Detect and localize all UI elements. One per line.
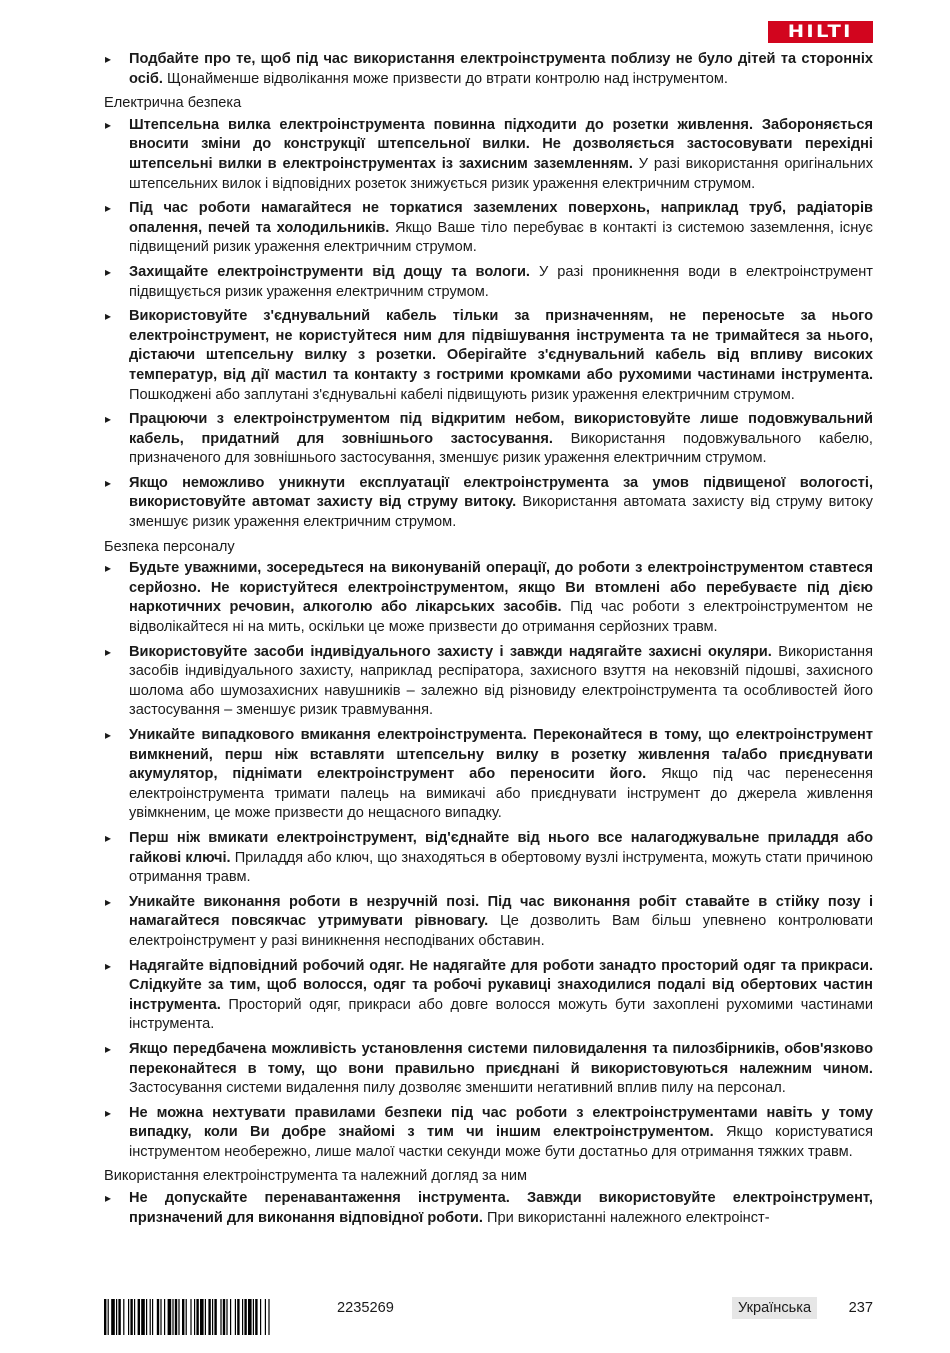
list-item: ▸ Перш ніж вмикати електроінструмент, від'єднайте від нього все налагоджувальне приладдя або гайкові ключі. Приладдя або ключ, що знаходяться в обертовому вузлі інструмента, можуть стати причиною отримання травм.	[104, 829, 873, 888]
document-number: 2235269	[337, 1300, 394, 1316]
list-item: ▸ Використовуйте засоби індивідуального захисту і завжди надягайте захисні окуляри. Використання засобів індивідуального захисту, наприклад респіратора, захисного взуття на нековзній підошві, захисного шолома або шумозахисних навушників – залежно від різновиду електроінструмента та особливостей його застосування – зменшує ризик травмування.	[104, 643, 873, 721]
list-item: ▸ Надягайте відповідний робочий одяг. Не надягайте для роботи занадто просторий одяг та прикраси. Слідкуйте за тим, щоб волосся, одяг та робочі рукавиці знаходилися подалі від обертових частин інструмента. Просторий одяг, прикраси або довге волосся можуть бути захоплені рухомими частинами інструмента.	[104, 957, 873, 1035]
list-item: ▸ Уникайте виконання роботи в незручній позі. Під час виконання робіт ставайте в стійку позу і намагайтеся повсякчас утримувати рівновагу. Це дозволить Вам більш упевнено контролювати електроінструмент у разі виникнення несподіваних обставин.	[104, 893, 873, 952]
list-item: ▸ Не можна нехтувати правилами безпеки під час роботи з електроінструментами навіть у тому випадку, коли Ви добре знайомі з тим чи іншим електроінструментом. Якщо користуватися інструментом необережно, лише малої частки секунди може бути достатньо для отримання тяжких травм.	[104, 1104, 873, 1163]
list-item: ▸ Уникайте випадкового вмикання електроінструмента. Переконайтеся в тому, що електроінструмент вимкнений, перш ніж вставляти штепсельну вилку в розетку живлення та/або приєднувати акумулятор, піднімати електроінструмент або переносити його. Якщо під час перенесення електроінструмента тримати палець на вимикачі або приєднувати інструмент до джерела живлення увімкненим, це може призвести до нещасного випадку.	[104, 726, 873, 824]
list-item: ▸ Захищайте електроінструменти від дощу та вологи. У разі проникнення води в електроінструмент підвищується ризик ураження електричним струмом.	[104, 263, 873, 302]
list-item: ▸ Якщо неможливо уникнути експлуатації електроінструмента за умов підвищеної вологості, використовуйте автомат захисту від струму витоку. Використання автомата захисту від струму витоку зменшує ризик ураження електричним струмом.	[104, 474, 873, 533]
list-item: ▸ Працюючи з електроінструментом під відкритим небом, використовуйте лише подовжувальний кабель, придатний для зовнішнього застосування. Використання подовжувального кабелю, призначеного для зовнішнього застосування, зменшує ризик ураження електричним струмом.	[104, 410, 873, 469]
page-number: 237	[848, 1300, 873, 1316]
list-item: ▸ Не допускайте перенавантаження інструмента. Завжди використовуйте електроінструмент, призначений для виконання відповідної роботи. При використанні належного електроінст-	[104, 1189, 873, 1228]
list-item: ▸ Будьте уважними, зосередьтеся на виконуваній операції, до роботи з електроінструментом ставтеся серйозно. Не користуйтеся електроінструментом, якщо Ви втомлені або перебуваєте під дією наркотичних речовин, алкоголю або лікарських засобів. Під час роботи з електроінструментом не відволікайтеся ні на мить, оскільки це може призвести до отримання серйозних травм.	[104, 559, 873, 637]
document-body	[104, 50, 873, 1233]
section-heading: Електрична безпека	[104, 95, 242, 112]
list-item: ▸ Подбайте про те, щоб під час використання електроінструмента поблизу не було дітей та сторонніх осіб. Щонайменше відволікання може призвести до втрати контролю над інструментом.	[104, 50, 873, 89]
list-item: ▸ Під час роботи намагайтеся не торкатися заземлених поверхонь, наприклад труб, радіаторів опалення, печей та холодильників. Якщо Ваше тіло перебуває в контакті із системою заземлення, існує підвищений ризик ураження електричним струмом.	[104, 199, 873, 258]
list-item: ▸ Штепсельна вилка електроінструмента повинна підходити до розетки живлення. Забороняється вносити зміни до конструкції штепсельної вилки. Не дозволяється застосовувати перехідні штепсельні вилки в електроінструментах із захисним заземленням. У разі використання оригінальних штепсельних вилок і відповідних розеток знижується ризик ураження електричним струмом.	[104, 116, 873, 194]
section-heading: Використання електроінструмента та належний догляд за ним	[104, 1168, 528, 1185]
section-heading: Безпека персоналу	[104, 538, 235, 555]
hilti-logo: HILTI	[768, 21, 873, 43]
language-label: Українська	[732, 1297, 817, 1319]
list-item: ▸ Якщо передбачена можливість установлення системи пиловидалення та пилозбірників, обов'язково переконайтеся в тому, що вони правильно приєднані й використовуються належним чином. Застосування системи видалення пилу дозволяє зменшити негативний вплив пилу на персонал.	[104, 1040, 873, 1099]
page-footer	[104, 1299, 873, 1335]
list-item: ▸ Використовуйте з'єднувальний кабель тільки за призначенням, не переносьте за нього електроінструмент, не користуйтеся ним для підвішування інструмента та не тримайтеся за нього, дістаючи штепсельну вилку з розетки. Оберігайте з'єднувальний кабель від впливу високих температур, від дії мастил та контакту з гострими кромками або рухомими частинами інструмента. Пошкоджені або заплутані з'єднувальні кабелі підвищують ризик ураження електричним струмом.	[104, 307, 873, 405]
barcode-icon	[104, 1299, 314, 1335]
